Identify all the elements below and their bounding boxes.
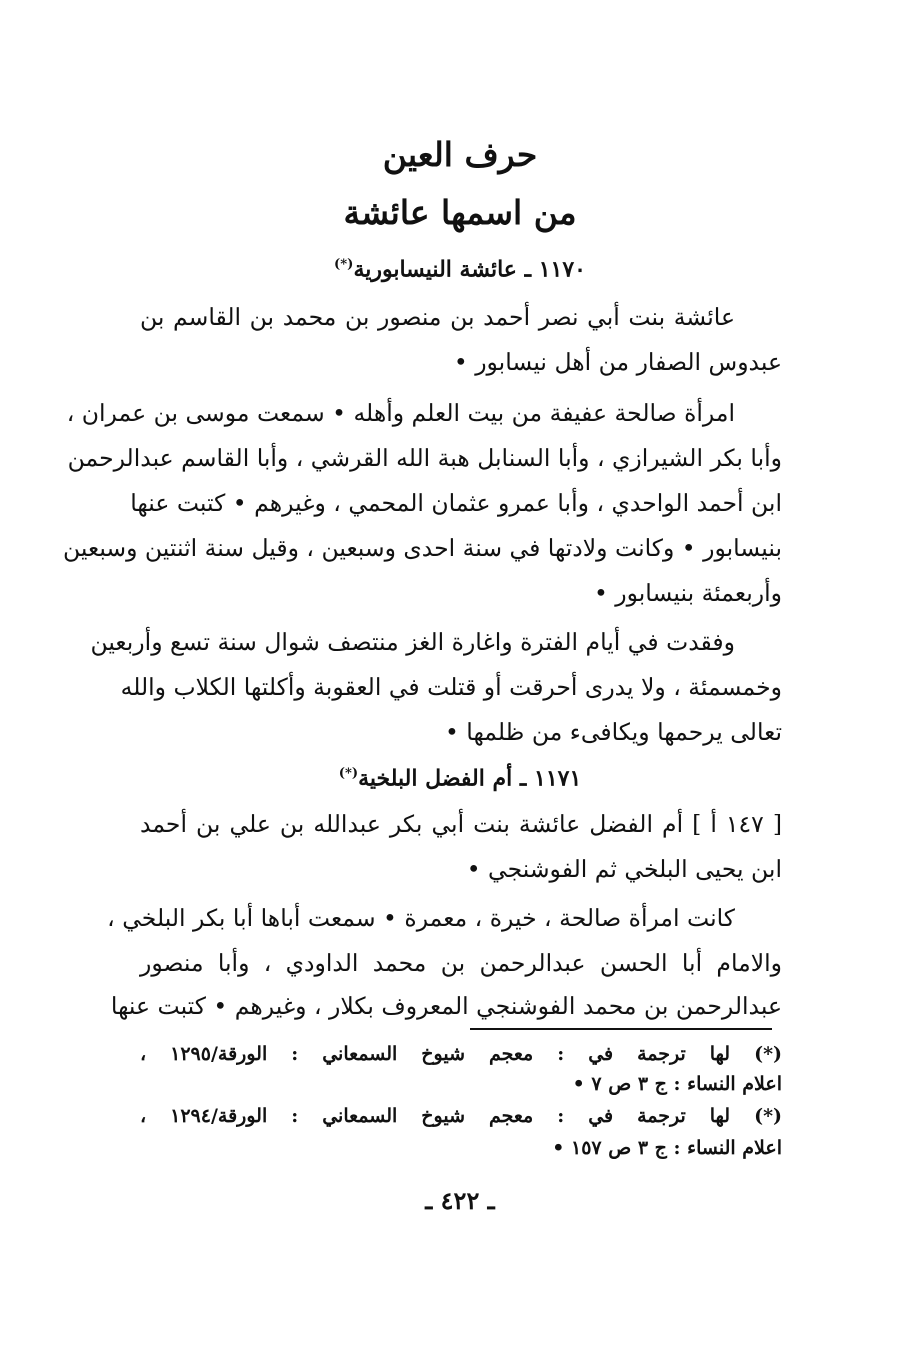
paragraph-line: ابن يحيى البلخي ثم الفوشنجي • <box>466 855 782 883</box>
footnote-line: اعلام النساء : ج ٣ ص ٧ • <box>572 1073 782 1095</box>
paragraph-line: كانت امرأة صالحة ، خيرة ، معمرة • سمعت أباها أبا بكر البلخي ، <box>107 904 735 932</box>
paragraph-line: وأربعمئة بنيسابور • <box>593 579 782 607</box>
paragraph-line: والامام أبا الحسن عبدالرحمن بن محمد الداودي ، وأبا منصور <box>140 949 782 977</box>
paragraph-line: عبدوس الصفار من أهل نيسابور • <box>453 348 782 376</box>
paragraph-line: تعالى يرحمها ويكافىء من ظلمها • <box>444 718 782 746</box>
paragraph-line: وأبا بكر الشيرازي ، وأبا السنابل هبة الله القرشي ، وأبا القاسم عبدالرحمن <box>67 444 782 472</box>
entry-heading-1171 <box>200 757 720 795</box>
entry-heading-text: ١١٧٠ ـ عائشة النيسابورية <box>353 256 586 283</box>
paragraph-line: بنيسابور • وكانت ولادتها في سنة احدى وسبعين ، وقيل سنة اثنتين وسبعين <box>63 534 782 562</box>
footnote-line: اعلام النساء : ج ٣ ص ١٥٧ • <box>552 1137 782 1159</box>
paragraph-line: ابن أحمد الواحدي ، وأبا عمرو عثمان المحمي ، وغيرهم • كتبت عنها <box>130 489 782 517</box>
paragraph-line: عائشة بنت أبي نصر أحمد بن منصور بن محمد بن القاسم بن <box>140 303 735 331</box>
paragraph-line: [ ١٤٧ أ ] أم الفضل عائشة بنت أبي بكر عبدالله بن علي بن أحمد <box>140 810 783 838</box>
paragraph-line: عبدالرحمن بن محمد الفوشنجي المعروف بكلار ، وغيرهم • كتبت عنها <box>110 992 782 1020</box>
footnote-divider <box>470 1028 772 1030</box>
footnote-line: (*) لها ترجمة في : معجم شيوخ السمعاني : الورقة/١٢٩٤ ، <box>140 1105 782 1127</box>
footnote-marker: (*) <box>334 257 354 272</box>
entry-heading-1170 <box>200 248 720 286</box>
paragraph-line: وخمسمئة ، ولا يدرى أحرقت أو قتلت في العقوبة وأكلتها الكلاب والله <box>120 673 782 701</box>
footnote-marker: (*) <box>338 766 359 781</box>
paragraph-line: امرأة صالحة عفيفة من بيت العلم وأهله • سمعت موسى بن عمران ، <box>66 399 735 427</box>
footnote-line: (*) لها ترجمة في : معجم شيوخ السمعاني : الورقة/١٢٩٥ ، <box>140 1043 782 1065</box>
page-number: ـ ٤٢٢ ـ <box>425 1186 495 1215</box>
entry-heading-text: ١١٧١ ـ أم الفضل البلخية <box>358 765 582 792</box>
subsection-title: من اسمها عائشة <box>343 193 577 232</box>
paragraph-line: وفقدت في أيام الفترة واغارة الغز منتصف شوال سنة تسع وأربعين <box>90 628 735 656</box>
section-title: حرف العين <box>382 135 538 174</box>
